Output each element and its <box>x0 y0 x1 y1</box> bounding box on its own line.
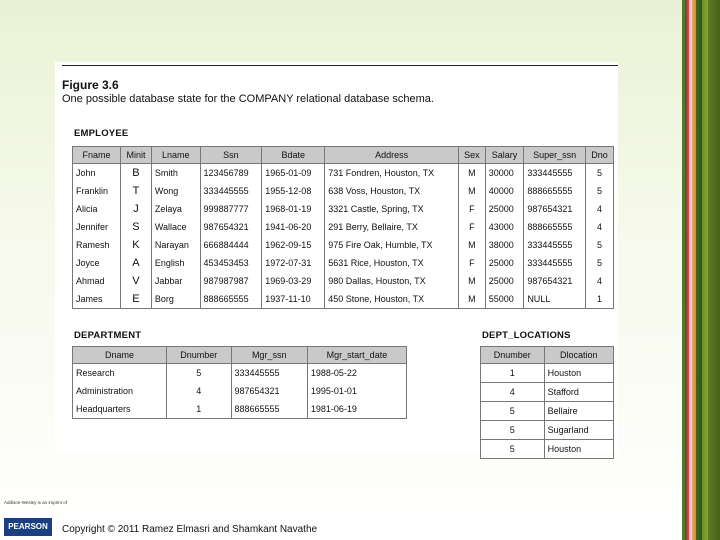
decorative-side-stripe <box>682 0 720 540</box>
table-row <box>73 236 614 254</box>
table-cell: 5 <box>166 364 231 383</box>
table-cell: Ahmad <box>73 272 121 290</box>
table-cell: 1969-03-29 <box>262 272 325 290</box>
table-cell: 987654321 <box>524 200 586 218</box>
table-cell: 4 <box>586 218 614 236</box>
table-cell: 40000 <box>485 182 524 200</box>
table-row <box>73 218 614 236</box>
table-cell: Houston <box>544 364 613 383</box>
table-cell: M <box>459 164 486 183</box>
table-cell: Ramesh <box>73 236 121 254</box>
table-cell: 1962-09-15 <box>262 236 325 254</box>
table-cell: 980 Dallas, Houston, TX <box>325 272 459 290</box>
table-cell: B <box>121 164 152 183</box>
table-cell: 4 <box>481 383 545 402</box>
table-cell: 450 Stone, Houston, TX <box>325 290 459 309</box>
table-cell: John <box>73 164 121 183</box>
table-cell: 987654321 <box>524 272 586 290</box>
table-row <box>481 440 614 459</box>
table-cell: 1941-06-20 <box>262 218 325 236</box>
department-table <box>72 346 407 419</box>
figure-top-rule <box>62 65 618 66</box>
dept-locations-header-row <box>481 347 614 364</box>
table-cell: 333445555 <box>524 236 586 254</box>
table-cell: 731 Fondren, Houston, TX <box>325 164 459 183</box>
table-cell: 888665555 <box>524 218 586 236</box>
table-row <box>481 383 614 402</box>
department-table-label: DEPARTMENT <box>74 330 142 341</box>
table-cell: 4 <box>166 382 231 400</box>
table-cell: Franklin <box>73 182 121 200</box>
table-cell: Administration <box>73 382 167 400</box>
department-col-header: Dnumber <box>166 347 231 364</box>
table-cell: 43000 <box>485 218 524 236</box>
dept-locations-col-header: Dlocation <box>544 347 613 364</box>
table-cell: 5 <box>586 236 614 254</box>
department-col-header: Mgr_start_date <box>307 347 406 364</box>
table-cell: 888665555 <box>231 400 307 419</box>
table-cell: E <box>121 290 152 309</box>
table-cell: 5631 Rice, Houston, TX <box>325 254 459 272</box>
table-cell: 291 Berry, Bellaire, TX <box>325 218 459 236</box>
table-cell: 1937-11-10 <box>262 290 325 309</box>
table-cell: James <box>73 290 121 309</box>
table-row <box>481 421 614 440</box>
table-cell: 3321 Castle, Spring, TX <box>325 200 459 218</box>
table-cell: 1981-06-19 <box>307 400 406 419</box>
table-row <box>73 164 614 183</box>
table-cell: 1965-01-09 <box>262 164 325 183</box>
table-cell: 4 <box>586 272 614 290</box>
table-cell: 333445555 <box>200 182 262 200</box>
table-cell: Houston <box>544 440 613 459</box>
table-cell: Smith <box>151 164 200 183</box>
employee-col-header: Minit <box>121 147 152 164</box>
table-cell: 987654321 <box>200 218 262 236</box>
table-cell: S <box>121 218 152 236</box>
employee-col-header: Address <box>325 147 459 164</box>
table-cell: M <box>459 290 486 309</box>
figure-caption: One possible database state for the COMPANY relational database schema. <box>62 93 434 105</box>
employee-col-header: Salary <box>485 147 524 164</box>
table-cell: 5 <box>481 440 545 459</box>
table-cell: A <box>121 254 152 272</box>
employee-col-header: Super_ssn <box>524 147 586 164</box>
table-cell: Zelaya <box>151 200 200 218</box>
publisher-imprint-text: Addison-Wesley is an imprint of <box>4 500 67 505</box>
table-cell: 999887777 <box>200 200 262 218</box>
employee-col-header: Fname <box>73 147 121 164</box>
table-cell: Joyce <box>73 254 121 272</box>
table-cell: 333445555 <box>231 364 307 383</box>
table-cell: 25000 <box>485 254 524 272</box>
table-cell: Sugarland <box>544 421 613 440</box>
employee-col-header: Ssn <box>200 147 262 164</box>
table-cell: 888665555 <box>524 182 586 200</box>
dept-locations-col-header: Dnumber <box>481 347 545 364</box>
table-cell: Borg <box>151 290 200 309</box>
dept-locations-table-label: DEPT_LOCATIONS <box>482 330 571 341</box>
table-cell: F <box>459 254 486 272</box>
employee-col-header: Sex <box>459 147 486 164</box>
table-row <box>73 382 407 400</box>
table-row <box>73 200 614 218</box>
table-cell: 123456789 <box>200 164 262 183</box>
table-cell: 987987987 <box>200 272 262 290</box>
table-cell: 975 Fire Oak, Humble, TX <box>325 236 459 254</box>
table-cell: F <box>459 218 486 236</box>
department-col-header: Mgr_ssn <box>231 347 307 364</box>
table-cell: 5 <box>481 402 545 421</box>
table-cell: 1 <box>166 400 231 419</box>
table-cell: Headquarters <box>73 400 167 419</box>
table-cell: 1968-01-19 <box>262 200 325 218</box>
table-row <box>73 364 407 383</box>
table-cell: 666884444 <box>200 236 262 254</box>
table-cell: Jabbar <box>151 272 200 290</box>
table-cell: 1972-07-31 <box>262 254 325 272</box>
table-cell: 1 <box>586 290 614 309</box>
table-cell: 987654321 <box>231 382 307 400</box>
table-cell: 333445555 <box>524 164 586 183</box>
table-cell: 30000 <box>485 164 524 183</box>
table-cell: 5 <box>481 421 545 440</box>
table-cell: 25000 <box>485 272 524 290</box>
table-cell: English <box>151 254 200 272</box>
table-cell: 888665555 <box>200 290 262 309</box>
table-cell: 453453453 <box>200 254 262 272</box>
table-row <box>73 254 614 272</box>
table-cell: 1 <box>481 364 545 383</box>
table-cell: 1988-05-22 <box>307 364 406 383</box>
table-cell: 55000 <box>485 290 524 309</box>
employee-col-header: Lname <box>151 147 200 164</box>
table-row <box>73 290 614 309</box>
employee-col-header: Bdate <box>262 147 325 164</box>
table-row <box>73 182 614 200</box>
table-cell: V <box>121 272 152 290</box>
table-cell: 1955-12-08 <box>262 182 325 200</box>
table-cell: 1995-01-01 <box>307 382 406 400</box>
table-cell: Research <box>73 364 167 383</box>
table-cell: 5 <box>586 164 614 183</box>
table-cell: M <box>459 272 486 290</box>
table-cell: NULL <box>524 290 586 309</box>
table-cell: 5 <box>586 254 614 272</box>
table-cell: 25000 <box>485 200 524 218</box>
table-cell: Jennifer <box>73 218 121 236</box>
employee-col-header: Dno <box>586 147 614 164</box>
table-cell: 638 Voss, Houston, TX <box>325 182 459 200</box>
employee-header-row <box>73 147 614 164</box>
table-row <box>73 400 407 419</box>
table-cell: T <box>121 182 152 200</box>
table-row <box>73 272 614 290</box>
table-cell: 333445555 <box>524 254 586 272</box>
department-header-row <box>73 347 407 364</box>
table-cell: M <box>459 236 486 254</box>
employee-table <box>72 146 614 309</box>
department-col-header: Dname <box>73 347 167 364</box>
figure-title: Figure 3.6 <box>62 78 119 92</box>
table-cell: 4 <box>586 200 614 218</box>
table-row <box>481 364 614 383</box>
table-cell: Wallace <box>151 218 200 236</box>
dept-locations-table <box>480 346 614 459</box>
table-cell: Wong <box>151 182 200 200</box>
table-cell: 5 <box>586 182 614 200</box>
table-cell: F <box>459 200 486 218</box>
table-cell: 38000 <box>485 236 524 254</box>
table-cell: M <box>459 182 486 200</box>
table-cell: Stafford <box>544 383 613 402</box>
employee-table-label: EMPLOYEE <box>74 128 129 139</box>
table-row <box>481 402 614 421</box>
table-cell: K <box>121 236 152 254</box>
table-cell: Alicia <box>73 200 121 218</box>
table-cell: Narayan <box>151 236 200 254</box>
table-cell: J <box>121 200 152 218</box>
copyright-text: Copyright © 2011 Ramez Elmasri and Shamkant Navathe <box>62 524 318 535</box>
table-cell: Bellaire <box>544 402 613 421</box>
pearson-logo: PEARSON <box>4 518 52 536</box>
